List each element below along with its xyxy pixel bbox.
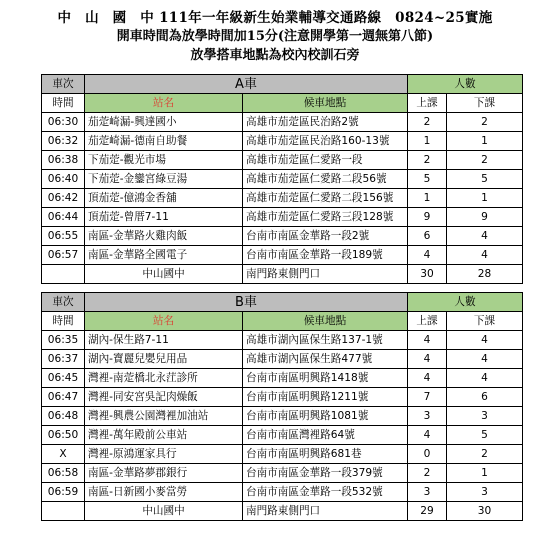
schedule-row — [42, 208, 523, 227]
bus-a-title: A車 — [85, 75, 408, 94]
pickup-location: 台南市南區明興路681巷 — [243, 445, 408, 464]
schedule-row — [42, 407, 523, 426]
destination-location: 南門路東側門口 — [243, 502, 408, 521]
pickup-location: 高雄市茄萣區民治路160-13號 — [243, 132, 408, 151]
pickup-location: 台南市南區明興路1418號 — [243, 369, 408, 388]
destination-location: 南門路東側門口 — [243, 265, 408, 284]
destination-row — [42, 502, 523, 521]
stop-name: 頂茄萣-億鴻金香舖 — [85, 189, 243, 208]
stop-name: 灣裡-興農公園灣裡加油站 — [85, 407, 243, 426]
pickup-location: 台南市南區明興路1211號 — [243, 388, 408, 407]
schedule-row — [42, 388, 523, 407]
departure-time: 06:48 — [42, 407, 85, 426]
board-count: 3 — [408, 483, 447, 502]
stop-name: 南區-金華路全國電子 — [85, 246, 243, 265]
departure-time: 06:50 — [42, 426, 85, 445]
stop-name: 南區-日新國小麥當勞 — [85, 483, 243, 502]
stop-name: 湖內-保生路7-11 — [85, 331, 243, 350]
stop-name: 湖內-寶麗兒嬰兒用品 — [85, 350, 243, 369]
departure-time: 06:38 — [42, 151, 85, 170]
alight-count: 3 — [447, 407, 523, 426]
notice-subtitle-time: 開車時間為放學時間加15分(注意開學第一週無第八節) — [116, 29, 434, 44]
schedule-row — [42, 426, 523, 445]
location-label: 候車地點 — [243, 312, 408, 331]
schedule-row — [42, 132, 523, 151]
schedule-row — [42, 483, 523, 502]
pickup-location: 高雄市湖內區保生路477號 — [243, 350, 408, 369]
stop-name: 頂茄萣-曾厝7-11 — [85, 208, 243, 227]
car-no-label: 車次 — [42, 293, 85, 312]
stop-name: 灣裡-萬年殿前公車站 — [85, 426, 243, 445]
bus-header-row — [42, 293, 523, 312]
stop-name: 南區-金華路火雞肉飯 — [85, 227, 243, 246]
schedule-row — [42, 464, 523, 483]
total-board: 29 — [408, 502, 447, 521]
bus-a-schedule-table — [41, 74, 523, 284]
alight-count: 5 — [447, 426, 523, 445]
pickup-location: 台南市南區金華路一段189號 — [243, 246, 408, 265]
alight-count: 4 — [447, 350, 523, 369]
alight-count: 4 — [447, 369, 523, 388]
alight-count: 9 — [447, 208, 523, 227]
board-label: 上課 — [408, 312, 447, 331]
stop-label: 站名 — [85, 312, 243, 331]
pickup-location: 高雄市茄萣區仁愛路一段 — [243, 151, 408, 170]
departure-time: 06:40 — [42, 170, 85, 189]
board-count: 1 — [408, 189, 447, 208]
alight-count: 2 — [447, 151, 523, 170]
board-count: 4 — [408, 246, 447, 265]
time-label: 時間 — [42, 312, 85, 331]
alight-count: 5 — [447, 170, 523, 189]
board-count: 9 — [408, 208, 447, 227]
total-board: 30 — [408, 265, 447, 284]
departure-time: 06:32 — [42, 132, 85, 151]
stop-name: 南區-金華路夢郡銀行 — [85, 464, 243, 483]
bus-b-schedule-table — [41, 292, 523, 521]
departure-time: 06:58 — [42, 464, 85, 483]
schedule-row — [42, 445, 523, 464]
board-count: 4 — [408, 426, 447, 445]
total-alight: 30 — [447, 502, 523, 521]
column-header-row — [42, 94, 523, 113]
alight-count: 1 — [447, 464, 523, 483]
count-label: 人數 — [408, 293, 523, 312]
pickup-location: 台南市南區金華路一段379號 — [243, 464, 408, 483]
board-count: 1 — [408, 132, 447, 151]
schedule-row — [42, 246, 523, 265]
board-count: 2 — [408, 151, 447, 170]
schedule-row — [42, 189, 523, 208]
destination-stop: 中山國中 — [85, 265, 243, 284]
pickup-location: 高雄市茄萣區民治路2號 — [243, 113, 408, 132]
alight-count: 4 — [447, 227, 523, 246]
schedule-row — [42, 350, 523, 369]
board-count: 5 — [408, 170, 447, 189]
car-no-label: 車次 — [42, 75, 85, 94]
alight-count: 1 — [447, 132, 523, 151]
alight-count: 6 — [447, 388, 523, 407]
alight-label: 下課 — [447, 312, 523, 331]
schedule-row — [42, 151, 523, 170]
board-count: 2 — [408, 113, 447, 132]
alight-count: 2 — [447, 113, 523, 132]
board-count: 7 — [408, 388, 447, 407]
board-count: 3 — [408, 407, 447, 426]
stop-name: 灣裡-南萣橋北永茳診所 — [85, 369, 243, 388]
alight-count: 2 — [447, 445, 523, 464]
schedule-row — [42, 369, 523, 388]
board-count: 2 — [408, 464, 447, 483]
notice-subtitle-location: 放學搭車地點為校內校訓石旁 — [190, 48, 360, 63]
departure-time: X — [42, 445, 85, 464]
departure-time: 06:57 — [42, 246, 85, 265]
pickup-location: 台南市南區金華路一段532號 — [243, 483, 408, 502]
departure-time: 06:45 — [42, 369, 85, 388]
pickup-location: 高雄市湖內區保生路137-1號 — [243, 331, 408, 350]
board-count: 0 — [408, 445, 447, 464]
board-count: 6 — [408, 227, 447, 246]
schedule-row — [42, 113, 523, 132]
departure-time: 06:59 — [42, 483, 85, 502]
alight-count: 4 — [447, 246, 523, 265]
notice-title: 中 山 國 中 111年一年級新生始業輔導交通路線 0824~25實施 — [57, 10, 493, 26]
board-count: 4 — [408, 369, 447, 388]
board-label: 上課 — [408, 94, 447, 113]
pickup-location: 高雄市茄萣區仁愛路二段56號 — [243, 170, 408, 189]
schedule-row — [42, 170, 523, 189]
bus-b-rows — [42, 331, 523, 502]
alight-count: 1 — [447, 189, 523, 208]
schedule-row — [42, 331, 523, 350]
departure-time: 06:42 — [42, 189, 85, 208]
departure-time: 06:30 — [42, 113, 85, 132]
bus-b-title: B車 — [85, 293, 408, 312]
alight-label: 下課 — [447, 94, 523, 113]
departure-time: 06:44 — [42, 208, 85, 227]
column-header-row — [42, 312, 523, 331]
departure-time: 06:37 — [42, 350, 85, 369]
stop-name: 下茄萣-金鑾宮綠豆湯 — [85, 170, 243, 189]
pickup-location: 台南市南區金華路一段2號 — [243, 227, 408, 246]
alight-count: 3 — [447, 483, 523, 502]
stop-name: 灣裡-原鴻運家具行 — [85, 445, 243, 464]
time-label: 時間 — [42, 94, 85, 113]
board-count: 4 — [408, 350, 447, 369]
stop-name: 茄萣崎漏-德南自助餐 — [85, 132, 243, 151]
total-alight: 28 — [447, 265, 523, 284]
departure-time: 06:47 — [42, 388, 85, 407]
location-label: 候車地點 — [243, 94, 408, 113]
stop-name: 茄萣崎漏-興達國小 — [85, 113, 243, 132]
departure-time: 06:55 — [42, 227, 85, 246]
departure-time: 06:35 — [42, 331, 85, 350]
stop-name: 灣裡-同安宮吳記肉燥飯 — [85, 388, 243, 407]
destination-stop: 中山國中 — [85, 502, 243, 521]
bus-header-row — [42, 75, 523, 94]
board-count: 4 — [408, 331, 447, 350]
bus-a-rows — [42, 113, 523, 265]
pickup-location: 台南市南區明興路1081號 — [243, 407, 408, 426]
destination-row — [42, 265, 523, 284]
count-label: 人數 — [408, 75, 523, 94]
pickup-location: 高雄市茄萣區仁愛路三段128號 — [243, 208, 408, 227]
stop-label: 站名 — [85, 94, 243, 113]
pickup-location: 高雄市茄萣區仁愛路二段156號 — [243, 189, 408, 208]
stop-name: 下茄萣-觀光市場 — [85, 151, 243, 170]
pickup-location: 台南市南區灣裡路64號 — [243, 426, 408, 445]
alight-count: 4 — [447, 331, 523, 350]
schedule-row — [42, 227, 523, 246]
